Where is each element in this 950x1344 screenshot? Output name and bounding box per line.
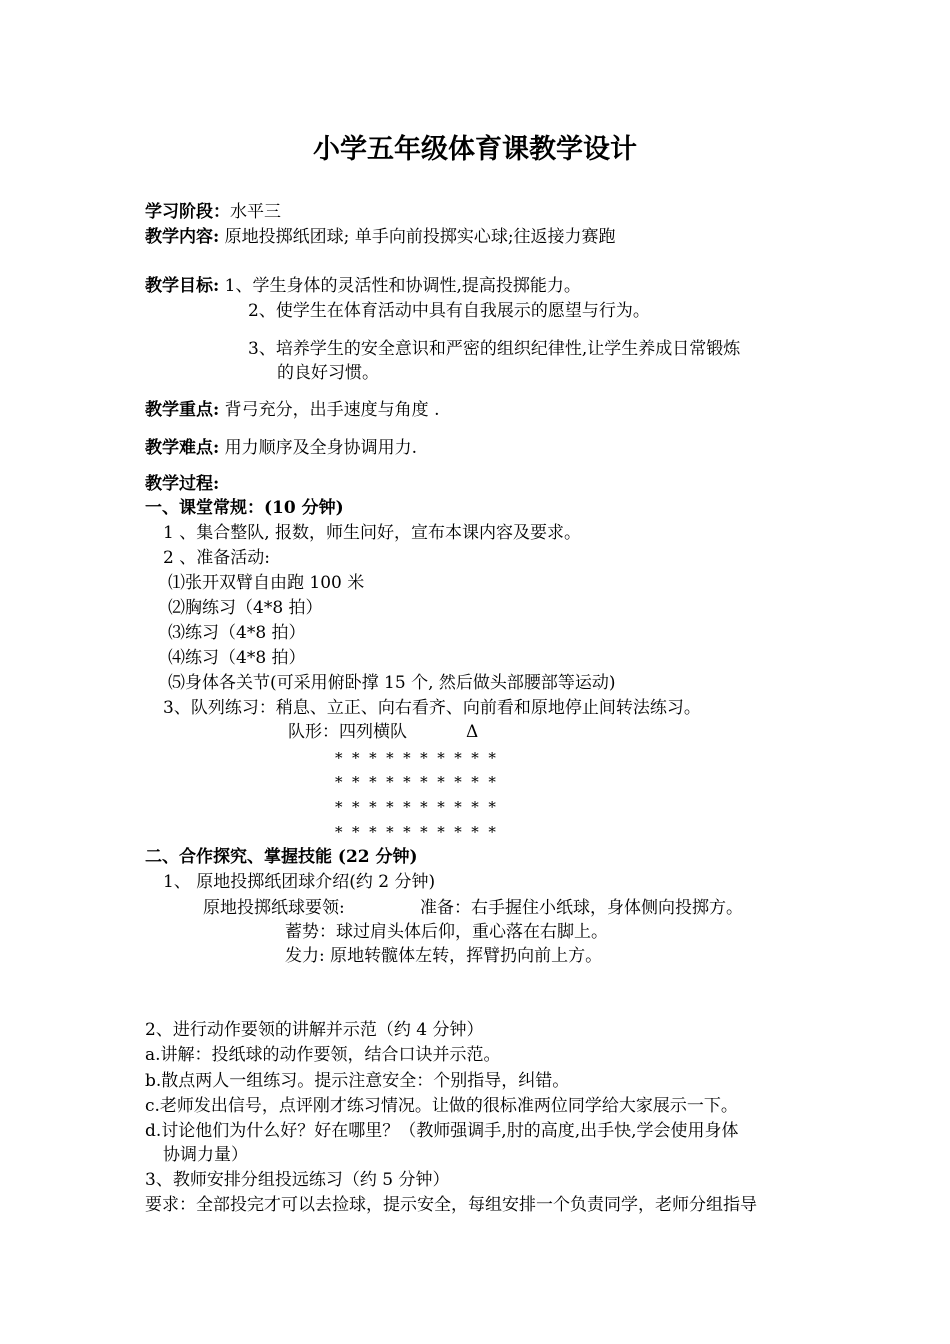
objectives-label: 教学目标: — [145, 276, 220, 296]
key-point-line — [145, 398, 440, 422]
section2-line-6: 协调力量） — [163, 1145, 248, 1165]
key-point-label: 教学重点: — [145, 400, 220, 420]
stage-value: 水平三 — [230, 202, 281, 222]
process-label: 教学过程: — [145, 474, 220, 494]
essentials-label: 原地投掷纸球要领: — [203, 898, 345, 918]
section1-line-6: ⑷练习（4*8 拍） — [168, 648, 306, 668]
difficulty-line — [145, 436, 417, 460]
content-value: 原地投掷纸团球; 单手向前投掷实心球;往返接力赛跑 — [219, 227, 616, 247]
formation-row-4: * * * * * * * * * * — [335, 823, 496, 841]
formation-label: 队形：四列横队 — [288, 722, 407, 742]
difficulty-value: 用力顺序及全身协调用力. — [219, 438, 418, 458]
stage-line — [145, 200, 281, 224]
section1-line-2: 2 、准备活动: — [163, 548, 270, 568]
essentials-prep: 准备：右手握住小纸球，身体侧向投掷方。 — [420, 898, 743, 918]
formation-row-3: * * * * * * * * * * — [335, 798, 496, 816]
section2-line-5: d.讨论他们为什么好？好在哪里？（教师强调手,肘的高度,出手快,学会使用身体 — [145, 1121, 739, 1141]
section1-line-4: ⑵胸练习（4*8 拍） — [168, 598, 323, 618]
section2-line-7: 3、教师安排分组投远练习（约 5 分钟） — [145, 1170, 450, 1190]
teacher-position-mark: Δ — [466, 722, 479, 742]
section2-line-8: 要求：全部投完才可以去捡球，提示安全，每组安排一个负责同学，老师分组指导 — [145, 1195, 757, 1215]
section1-line-3: ⑴张开双臂自由跑 100 米 — [168, 573, 365, 593]
section1-line-1: 1 、集合整队, 报数，师生问好，宣布本课内容及要求。 — [163, 523, 582, 543]
section1-line-5: ⑶练习（4*8 拍） — [168, 623, 306, 643]
objective-item-1: 1、学生身体的灵活性和协调性,提高投掷能力。 — [219, 276, 581, 296]
essentials-release: 发力: 原地转髋体左转，挥臂扔向前上方。 — [285, 946, 603, 966]
section2-line-1: 2、进行动作要领的讲解并示范（约 4 分钟） — [145, 1020, 484, 1040]
objectives-line-1 — [145, 274, 581, 298]
section1-line-8: 3、队列练习：稍息、立正、向右看齐、向前看和原地停止间转法练习。 — [163, 698, 701, 718]
section2-line-3: b.散点两人一组练习。提示注意安全：个别指导，纠错。 — [145, 1071, 570, 1091]
document-title: 小学五年级体育课教学设计 — [313, 134, 637, 165]
formation-row-2: * * * * * * * * * * — [335, 773, 496, 791]
objective-item-3-continued: 的良好习惯。 — [277, 363, 379, 383]
stage-label: 学习阶段： — [145, 202, 230, 222]
section2-line-4: c.老师发出信号，点评刚才练习情况。让做的很标准两位同学给大家展示一下。 — [145, 1096, 738, 1116]
section2-heading: 二、合作探究、掌握技能 (22 分钟) — [145, 847, 418, 867]
content-line — [145, 225, 616, 249]
section1-line-7: ⑸身体各关节(可采用俯卧撑 15 个, 然后做头部腰部等运动) — [168, 673, 616, 693]
objective-item-3: 3、培养学生的安全意识和严密的组织纪律性,让学生养成日常锻炼 — [248, 339, 741, 359]
content-label: 教学内容: — [145, 227, 220, 247]
section1-heading: 一、课堂常规：(10 分钟) — [145, 498, 344, 518]
key-point-value: 背弓充分，出手速度与角度 . — [219, 400, 440, 420]
difficulty-label: 教学难点: — [145, 438, 220, 458]
essentials-charge: 蓄势：球过肩头体后仰，重心落在右脚上。 — [285, 922, 608, 942]
formation-row-1: * * * * * * * * * * — [335, 749, 496, 767]
section2-line-2: a.讲解：投纸球的动作要领，结合口诀并示范。 — [145, 1045, 501, 1065]
section2-sub1: 1、 原地投掷纸团球介绍(约 2 分钟) — [163, 872, 436, 892]
objective-item-2: 2、使学生在体育活动中具有自我展示的愿望与行为。 — [248, 301, 650, 321]
